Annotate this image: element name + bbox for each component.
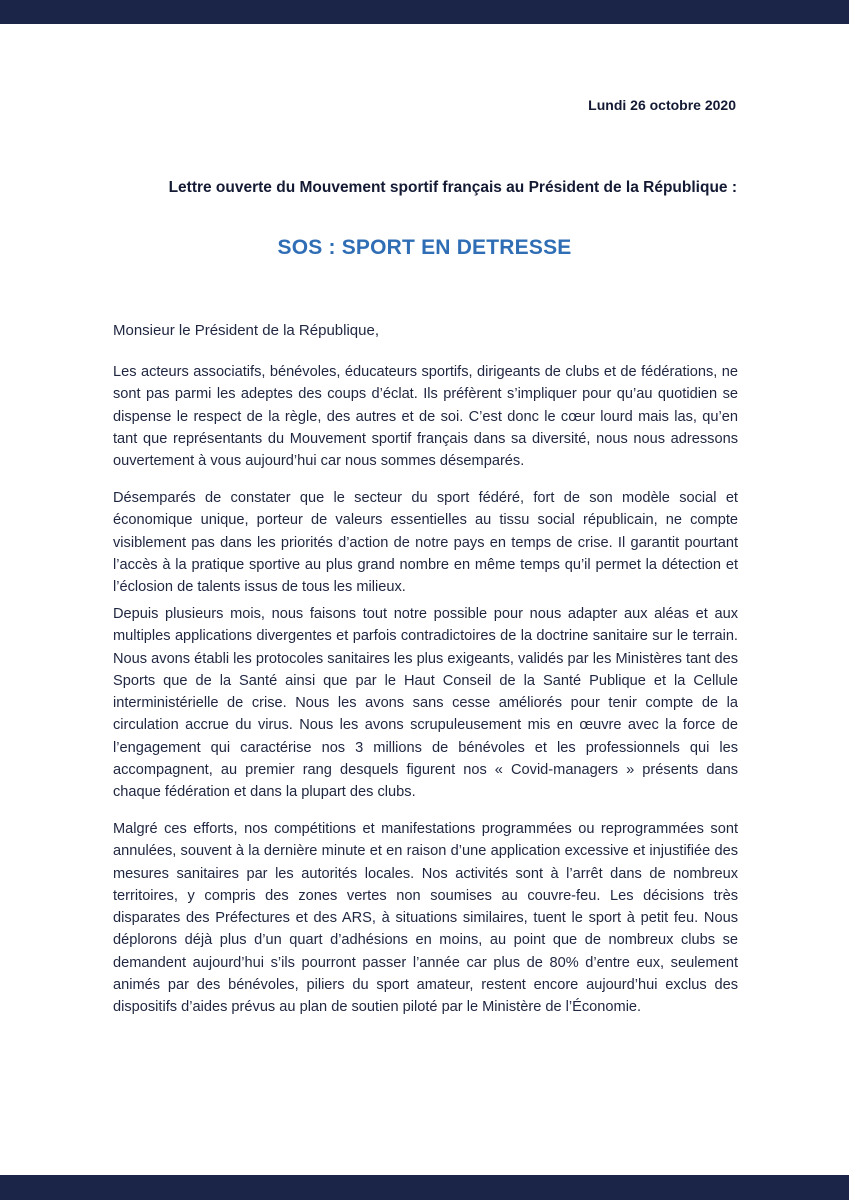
letter-title: SOS : SPORT EN DETRESSE: [277, 236, 572, 259]
paragraph-4: Malgré ces efforts, nos compétitions et manifestations programmées ou reprogrammées sont annulées, souvent à la dernière minute et en raison d’une application excessive et injustifiée des mesures sanitaires par les autorités locales. Nos activités sont à l’arrêt dans de nombreux territoires, y compris des zones vertes non soumises au couvre-feu. Les décisions très disparates des Préfectures et des ARS, à situations similaires, tuent le sport à petit feu. Nous déplorons déjà plus d’un quart d’adhésions en moins, au point que de nombreux clubs se demandent aujourd’hui s’ils pourront passer l’année car plus de 80% d’entre eux, seulement animés par des bénévoles, piliers du sport amateur, restent encore aujourd’hui exclus des dispositifs d’aides prévus au plan de soutien piloté par le Ministère de l’Économie.: [113, 821, 738, 1016]
paragraph-1: Les acteurs associatifs, bénévoles, éducateurs sportifs, dirigeants de clubs et de fédérations, ne sont pas parmi les adeptes des coups d’éclat. Ils préfèrent s’impliquer pour qu’au quotidien se dispense le respect de la règle, des autres et de soi. C’est donc le cœur lourd mais las, qu’en tant que représentants du Mouvement sportif français dans sa diversité, nous nous adressons ouvertement à vous aujourd’hui car nous sommes désemparés.: [113, 364, 738, 470]
letter-salutation: Monsieur le Président de la République,: [113, 322, 379, 339]
letter-heading: Lettre ouverte du Mouvement sportif français au Président de la République :: [168, 179, 737, 196]
paragraph-3: Depuis plusieurs mois, nous faisons tout notre possible pour nous adapter aux aléas et aux multiples applications divergentes et parfois contradictoires de la doctrine sanitaire sur le terrain. Nous avons établi les protocoles sanitaires les plus exigeants, validés par les Ministères tant des Sports que de la Santé ainsi que par le Haut Conseil de la Santé Publique et la Cellule interministérielle de crise. Nous les avons sans cesse améliorés pour tenir compte de la circulation accrue du virus. Nous les avons scrupuleusement mis en œuvre avec la force de l’engagement qui caractérise nos 3 millions de bénévoles et les professionnels qui les accompagnent, au premier rang desquels figurent nos « Covid-managers » présents dans chaque fédération et dans la plupart des clubs.: [113, 606, 738, 801]
letter-date: Lundi 26 octobre 2020: [588, 97, 736, 113]
paragraph-2: Désemparés de constater que le secteur du sport fédéré, fort de son modèle social et économique unique, porteur de valeurs essentielles au tissu social républicain, ne compte visiblement pas dans les priorités d’action de notre pays en temps de crise. Il garantit pourtant l’accès à la pratique sportive au plus grand nombre en même temps qu’il permet la détection et l’éclosion de talents issus de tous les milieux.: [113, 490, 738, 596]
header-band: [0, 0, 849, 24]
footer-band: [0, 1175, 849, 1200]
